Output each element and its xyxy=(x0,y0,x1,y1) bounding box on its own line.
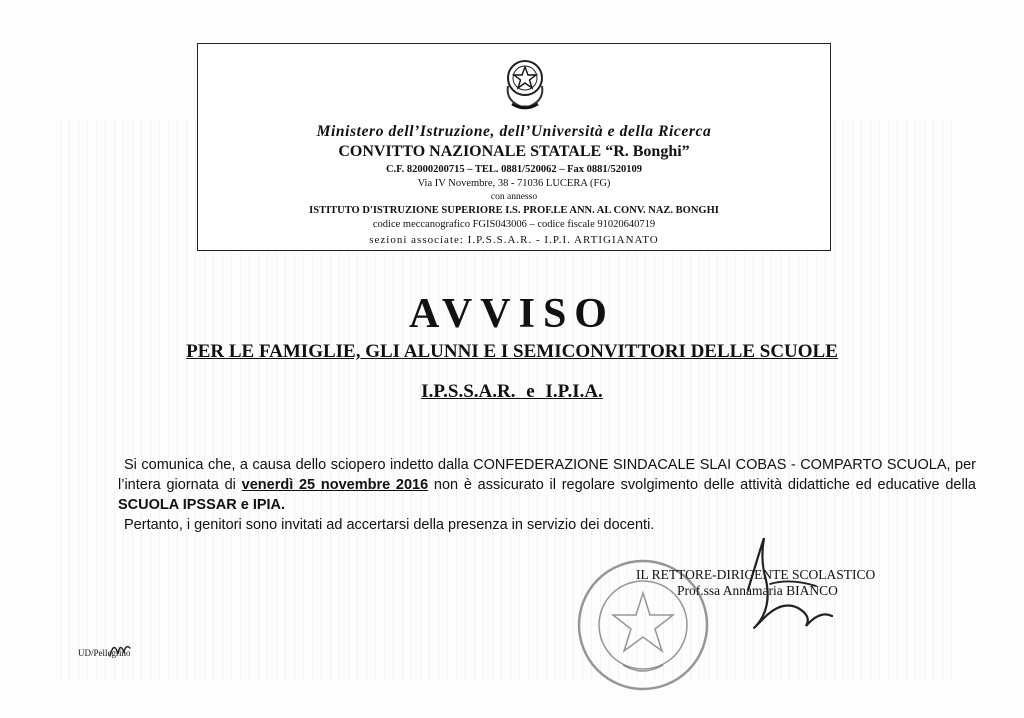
reference-initials: UD/Pellegrino xyxy=(78,648,131,658)
school-contacts: C.F. 82000200715 – TEL. 0881/520062 – Fax 0881/520109 xyxy=(385,164,643,175)
associated-sections: sezioni associate: I.P.S.S.A.R. - I.P.I. ARTIGIANATO xyxy=(369,234,659,246)
strike-notice-text: Si comunica che, a causa dello sciopero indetto dalla CONFEDERAZIONE SINDACALE SLAI COBAS - COMPARTO SCUOLA, per l’intera giornata di xyxy=(118,457,976,493)
notice-body xyxy=(118,455,976,535)
italian-republic-emblem-icon xyxy=(502,56,548,112)
school-address: Via IV Novembre, 38 - 71036 LUCERA (FG) xyxy=(417,178,611,189)
institute-codes: codice meccanografico FGIS043006 – codice fiscale 91020640719 xyxy=(372,219,656,230)
institute-name: ISTITUTO D'ISTRUZIONE SUPERIORE I.S. PROF.LE ANN. AL CONV. NAZ. BONGHI xyxy=(309,205,719,216)
signatory-name: Prof.ssa Annamaria BIANCO xyxy=(677,583,838,598)
handwritten-signature-icon xyxy=(720,530,840,640)
letterhead-box xyxy=(197,43,831,251)
school-name: CONVITTO NAZIONALE STATALE “R. Bonghi” xyxy=(338,143,690,160)
notice-title: AVVISO xyxy=(409,291,615,337)
notice-schools: I.P.S.S.A.R. e I.P.I.A. xyxy=(421,381,603,402)
annex-label: con annesso xyxy=(490,192,538,202)
strike-notice-text-continued: non è assicurato il regolare svolgimento delle attività didattiche ed educative della xyxy=(428,477,976,493)
strike-date: venerdì 25 novembre 2016 xyxy=(241,477,429,493)
affected-schools: SCUOLA IPSSAR e IPIA. xyxy=(118,497,286,513)
paragraph-strike-notice xyxy=(118,455,976,515)
initial-scribble-icon xyxy=(106,636,132,662)
notice-subtitle: PER LE FAMIGLIE, GLI ALUNNI E I SEMICONVITTORI DELLE SCUOLE xyxy=(186,341,838,362)
signatory-role: IL RETTORE-DIRIGENTE SCOLASTICO xyxy=(636,567,876,582)
paragraph-parents-invitation: Pertanto, i genitori sono invitati ad accertarsi della presenza in servizio dei docenti. xyxy=(124,517,655,533)
ministry-name: Ministero dell’Istruzione, dell’Università e della Ricerca xyxy=(316,123,712,140)
